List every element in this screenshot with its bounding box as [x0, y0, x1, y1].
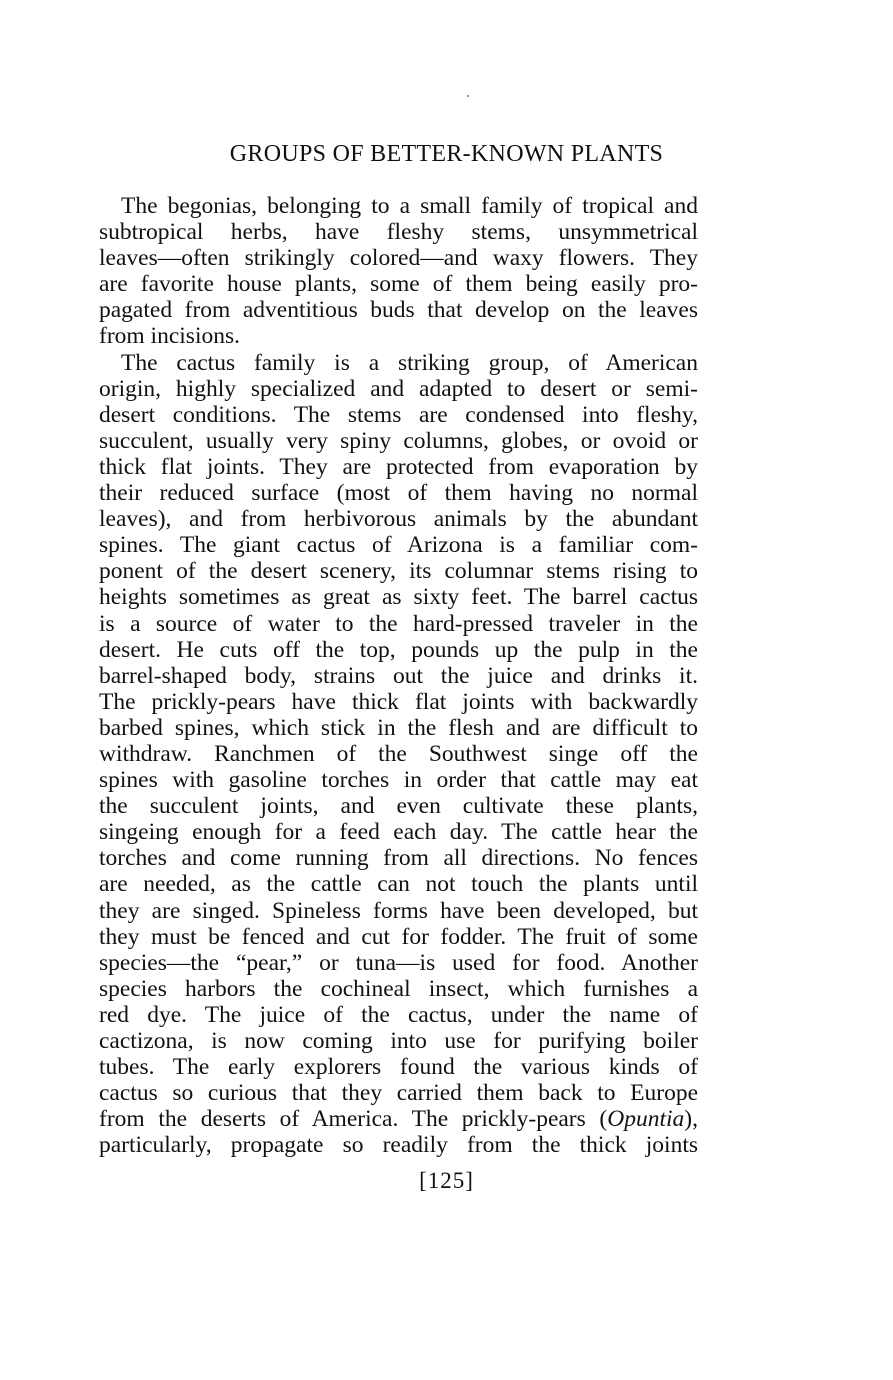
- text-line: species harbors the cochineal insect, which furnishes a: [99, 975, 698, 1002]
- body-text: [99, 193, 698, 1158]
- text-line: the succulent joints, and even cultivate these plants,: [99, 793, 698, 820]
- text-line: pagated from adventitious buds that develop on the leaves: [99, 297, 698, 324]
- paragraph-cactus: [99, 350, 698, 1159]
- text-line: spines. The giant cactus of Arizona is a familiar com-: [99, 532, 698, 559]
- text-line: thick flat joints. They are protected from evaporation by: [99, 453, 698, 480]
- text-line: The begonias, belonging to a small family of tropical and: [121, 193, 698, 219]
- text-line: barbed spines, which stick in the flesh and are difficult to: [99, 714, 698, 741]
- text-line: particularly, propagate so readily from the thick joints: [99, 1132, 698, 1159]
- text-line: are needed, as the cattle can not touch the plants until: [99, 871, 698, 898]
- text-line: The cactus family is a striking group, of American: [121, 349, 698, 376]
- text-line: is a source of water to the hard-pressed traveler in the: [99, 610, 698, 637]
- text-line: heights sometimes as great as sixty feet. The barrel cactus: [99, 584, 698, 611]
- genus-name: Opuntia: [607, 1106, 685, 1133]
- text-line: ponent of the desert scenery, its columnar stems rising to: [99, 558, 698, 585]
- text-line: The prickly-pears have thick flat joints with backwardly: [99, 688, 698, 715]
- text-line: withdraw. Ranchmen of the Southwest singe off the: [99, 740, 698, 767]
- text-line: species—the “pear,” or tuna—is used for food. Another: [99, 949, 698, 976]
- print-speck: [467, 95, 469, 97]
- text-line: they must be fenced and cut for fodder. The fruit of some: [99, 923, 698, 950]
- page-number: [125]: [419, 1168, 474, 1193]
- paragraph-begonias: [99, 193, 698, 350]
- text-line: succulent, usually very spiny columns, globes, or ovoid or: [99, 427, 698, 454]
- text-line: cactizona, is now coming into use for purifying boiler: [99, 1028, 698, 1054]
- text-line: spines with gasoline torches in order that cattle may eat: [99, 767, 698, 794]
- text-line: red dye. The juice of the cactus, under the name of: [99, 1001, 698, 1028]
- text-line: they are singed. Spineless forms have been developed, but: [99, 897, 698, 924]
- text-line: cactus so curious that they carried them back to Europe: [99, 1080, 698, 1107]
- text-line: origin, highly specialized and adapted to desert or semi-: [99, 375, 698, 402]
- text-line: leaves), and from herbivorous animals by the abundant: [99, 506, 698, 533]
- text-line: tubes. The early explorers found the various kinds of: [99, 1054, 698, 1081]
- text-line: from incisions.: [99, 323, 240, 350]
- text-line: from the deserts of America. The prickly-pears (Opuntia),: [99, 1106, 698, 1133]
- text-line: desert. He cuts off the top, pounds up the pulp in the: [99, 636, 698, 663]
- text-line: barrel-shaped body, strains out the juice and drinks it.: [99, 662, 698, 689]
- text-line: singeing enough for a feed each day. The cattle hear the: [99, 819, 698, 846]
- text-line: desert conditions. The stems are condensed into fleshy,: [99, 401, 698, 428]
- running-head: GROUPS OF BETTER-KNOWN PLANTS: [229, 141, 664, 167]
- text-line: subtropical herbs, have fleshy stems, unsymmetrical: [99, 219, 698, 246]
- text-line: are favorite house plants, some of them being easily pro-: [99, 271, 698, 298]
- text-line: leaves—often strikingly colored—and waxy flowers. They: [99, 245, 698, 272]
- text-line: torches and come running from all directions. No fences: [99, 845, 698, 872]
- text-line: their reduced surface (most of them having no normal: [99, 480, 698, 507]
